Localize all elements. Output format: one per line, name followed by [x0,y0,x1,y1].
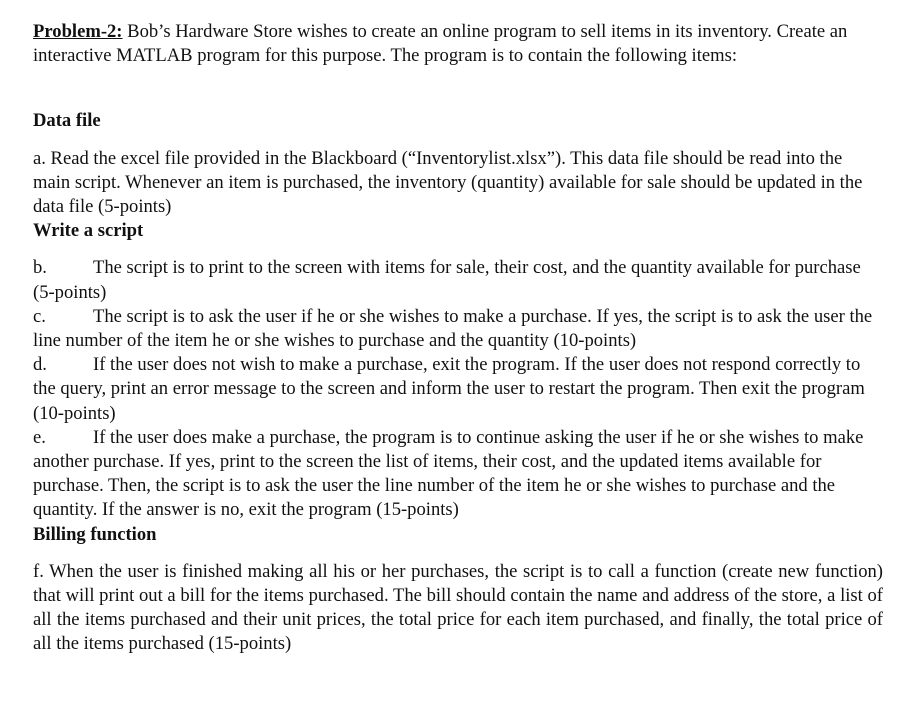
item-d-marker: d. [33,354,47,376]
problem-label: Problem-2: [33,21,123,42]
item-b-text: The script is to print to the screen with items for sale, their cost, and the quantity available for purchase (5-points) [33,257,861,303]
problem-intro: Bob’s Hardware Store wishes to create an online program to sell items in its inventory. Create an interactive MATLAB program for this purpose. The program is to contain the following items: [33,21,848,67]
item-d-text: If the user does not wish to make a purchase, exit the program. If the user does not respond correctly to the query, print an error message to the screen and inform the user to restart the program. Then exit the program (10-points) [33,354,865,424]
document-page [33,20,883,657]
data-file-heading: Data file [33,110,101,132]
item-b-marker: b. [33,257,47,279]
item-c [33,305,883,353]
item-a: a. Read the excel file provided in the Blackboard (“Inventorylist.xlsx”). This data file should be read into the main script. Whenever an item is purchased, the inventory (quantity) available for sale should be updated in the data file (5-points) [33,147,863,218]
problem-statement [33,20,883,68]
item-e [33,426,883,523]
item-b [33,256,883,304]
item-c-text: The script is to ask the user if he or she wishes to make a purchase. If yes, the script is to ask the user the line number of the item he or she wishes to purchase and the quantity (10-points) [33,305,873,352]
item-d [33,353,883,426]
write-script-heading: Write a script [33,220,144,242]
billing-function-heading: Billing function [33,523,157,545]
item-e-text: If the user does make a purchase, the program is to continue asking the user if he or she wishes to make another purchase. If yes, print to the screen the list of items, their cost, and the updated items available for purchase. Then, the script is to ask the user the line number of the item he or she wishes to purchase and the quantity. If the answer is no, exit the program (15-points) [33,426,864,521]
script-items-list [33,256,883,522]
item-c-marker: c. [33,305,46,327]
item-f: f. When the user is finished making all his or her purchases, the script is to call a function (create new function) that will print out a bill for the items purchased. The bill should contain the name and address of the store, a list of all the items purchased and their unit prices, the total price for each item purchased, and finally, the total price of all the items purchased (15-points) [33,560,883,655]
item-e-marker: e. [33,426,46,448]
